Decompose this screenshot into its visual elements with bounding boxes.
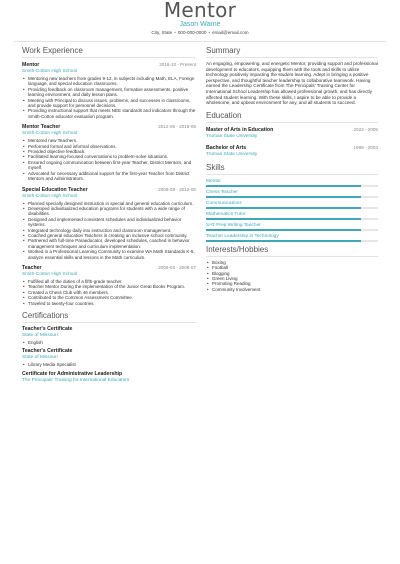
job-header bbox=[22, 186, 196, 194]
interest-item: • Community Involvement bbox=[206, 287, 378, 292]
education-school: Truman State University bbox=[206, 151, 258, 157]
cert-title: Certificate for Administrative Leadership bbox=[22, 370, 123, 377]
job-bullet: • Providing instructional support that meets NEE standards and indicators through the Smith-Cotton educator evaluation program. bbox=[22, 108, 196, 119]
job-entry bbox=[22, 264, 196, 306]
contact-line bbox=[0, 29, 400, 36]
skill-name: SAT Prep Writing Teacher bbox=[206, 222, 261, 228]
job-organization: Smith-Cotton High School bbox=[22, 271, 78, 277]
summary-text: An engaging, empowering, and energetic Mentor, providing support and professional development to educators, equipping them with the tools and skills to utilize technology positively impacting the student learning. Adept in bringing a positive perspective, and thoughtful teacher leadership to collaborative teamwork. Having earned the Leadership Certificate from The Principals' Training Center for International School Leadership has allowed professional growth, and has directly affected student learning. With these skills, I aspire to be able to provide a wholesome, and upbeat environment for any, and all students to succeed. bbox=[206, 61, 378, 106]
skills-list bbox=[206, 178, 378, 242]
section-title-interests: Interests/Hobbies bbox=[206, 244, 269, 254]
job-bullet: • Mentoring new teachers from grades 9-12, in subjects including Math, ELA, Foreign language, and special education classrooms. bbox=[22, 76, 196, 87]
job-bullet: • Provided objective feedback. bbox=[22, 149, 196, 154]
education-school: Truman State University bbox=[206, 133, 258, 139]
job-bullets bbox=[22, 279, 196, 306]
work-list bbox=[22, 61, 196, 306]
job-entry bbox=[22, 61, 196, 119]
skill-entry bbox=[206, 222, 378, 231]
separator-dot-icon: • bbox=[208, 30, 211, 35]
section-divider bbox=[206, 174, 378, 175]
section-divider bbox=[206, 57, 378, 58]
skill-bar-fill bbox=[206, 240, 361, 242]
job-bullet: • Fulfilled all of the duties of a fifth-grade teacher. bbox=[22, 279, 196, 284]
job-title: Special Education Teacher bbox=[22, 186, 88, 193]
education-header bbox=[206, 144, 378, 152]
job-organization: Smith-Cotton High School bbox=[22, 69, 78, 74]
interest-item: • Green Living bbox=[206, 276, 378, 281]
job-bullet: • Contributed to the Common Assessment Committee. bbox=[22, 295, 196, 300]
job-bullet: • Worked in a Professional Learning Community to examine WA Math Standards K-5, analyze essential skills and lessons in the Math curriculum. bbox=[22, 249, 196, 260]
cert-organization: The Principals' Training for International Educators bbox=[22, 377, 130, 383]
education-entry bbox=[206, 144, 378, 158]
skill-entry bbox=[206, 189, 378, 198]
cert-list bbox=[22, 326, 196, 384]
education-date: 1999 - 2003 bbox=[353, 144, 378, 150]
location-text: City, State bbox=[151, 30, 173, 35]
job-date: 2016-10 - Present bbox=[159, 62, 196, 67]
skill-name: Mentor bbox=[206, 178, 221, 184]
skill-bar-fill bbox=[206, 207, 361, 209]
job-title: Mentor Teacher bbox=[22, 124, 61, 131]
job-date: 2012-06 - 2016-09 bbox=[158, 124, 196, 130]
section-title-skills: Skills bbox=[206, 162, 225, 172]
resume-header bbox=[0, 0, 400, 40]
job-title: Mentor bbox=[22, 62, 40, 68]
job-bullets bbox=[22, 76, 196, 119]
right-column bbox=[206, 45, 378, 292]
job-bullet: • Partnered with full-time Paraeducator, developed schedules, coached in behavior management techniques and curriculum implementation. bbox=[22, 238, 196, 249]
job-date: 2006-03 - 2008-07 bbox=[158, 264, 196, 270]
section-divider bbox=[206, 256, 378, 257]
job-bullet: • Integrated technology daily into instruction and classroom management. bbox=[22, 228, 196, 233]
education-header bbox=[206, 126, 378, 134]
email-link[interactable]: email@email.com bbox=[212, 30, 249, 35]
job-bullets bbox=[22, 138, 196, 181]
education-list bbox=[206, 126, 378, 158]
job-bullet: • Facilitated learning-focused conversations to problem-solve situations. bbox=[22, 154, 196, 159]
job-header bbox=[22, 264, 196, 272]
section-title-education: Education bbox=[206, 110, 242, 120]
cert-title: Teacher's Certificate bbox=[22, 326, 73, 332]
skill-entry bbox=[206, 211, 378, 220]
cert-entry bbox=[22, 326, 196, 345]
job-organization: Smith-Cotton High School bbox=[22, 193, 78, 199]
job-entry bbox=[22, 123, 196, 181]
skill-name: Teacher Leadership in Technology bbox=[206, 233, 279, 239]
interest-item: • Blogging bbox=[206, 271, 378, 276]
interests-list bbox=[206, 260, 378, 292]
education-date: 2023 - 2005 bbox=[353, 126, 378, 132]
education-degree: Bachelor of Arts bbox=[206, 144, 247, 151]
job-date: 2008-08 - 2012-05 bbox=[158, 186, 196, 192]
header-divider bbox=[14, 41, 386, 42]
skill-bar bbox=[206, 185, 378, 187]
job-header bbox=[22, 61, 196, 69]
job-bullet: • Providing feedback on classroom management, formative assessments, positive learning environment, and daily lesson plans. bbox=[22, 87, 196, 98]
job-bullet: • Traveled to twenty-four countries. bbox=[22, 301, 196, 306]
section-divider bbox=[22, 57, 196, 58]
skill-entry bbox=[206, 178, 378, 187]
skill-entry bbox=[206, 200, 378, 209]
interest-item: • Football bbox=[206, 265, 378, 270]
education-entry bbox=[206, 126, 378, 140]
cert-bullets bbox=[22, 340, 196, 345]
skill-bar-fill bbox=[206, 185, 361, 187]
job-bullet: • Planned specially designed instruction in special and general education curriculum. bbox=[22, 201, 196, 206]
section-title-work: Work Experience bbox=[22, 46, 83, 55]
job-entry bbox=[22, 186, 196, 260]
job-organization: Smith-Cotton High School bbox=[22, 131, 78, 137]
job-title: Teacher bbox=[22, 264, 42, 271]
section-divider bbox=[206, 122, 378, 123]
separator-dot-icon: • bbox=[174, 30, 176, 35]
job-bullet: • Ensured ongoing communication between first-year Teacher, District Mentors, and myself. bbox=[22, 160, 196, 171]
skill-bar bbox=[206, 207, 378, 209]
cert-bullet: • Library Media Specialist bbox=[22, 362, 196, 367]
resume-name: Mentor bbox=[163, 0, 237, 22]
job-bullet: • Meeting with Principal to discuss issues, problems, and successes in classrooms, and provide support for personnel decisions. bbox=[22, 98, 196, 109]
cert-bullets bbox=[22, 362, 196, 367]
interest-item: • Boxing bbox=[206, 260, 378, 265]
skill-bar bbox=[206, 196, 378, 198]
cert-entry bbox=[22, 348, 196, 367]
job-bullets bbox=[22, 201, 196, 260]
job-bullet: • Designed and implemented consistent schedules and individualized behavior systems. bbox=[22, 217, 196, 228]
section-divider bbox=[22, 322, 196, 323]
skill-bar bbox=[206, 229, 378, 231]
cert-entry bbox=[22, 371, 196, 384]
job-bullet: • Developed individualized education programs for students with a wide range of disabilities. bbox=[22, 206, 196, 217]
job-bullet: • Advocated for necessary additional support for the first-year Teacher from District Mentors and Administrators. bbox=[22, 171, 196, 182]
cert-title: Teacher's Certificate bbox=[22, 348, 73, 355]
cert-bullet: • English bbox=[22, 340, 196, 345]
job-bullet: • Performed formal and informal observations. bbox=[22, 144, 196, 149]
resume-job-title: Jason Warne bbox=[179, 21, 221, 28]
skill-entry bbox=[206, 233, 378, 242]
section-title-summary: Summary bbox=[206, 46, 241, 55]
left-column bbox=[22, 45, 196, 387]
job-bullet: • Teacher Mentor During the implementation of the Junior Great Books Program. bbox=[22, 284, 196, 289]
skill-bar-fill bbox=[206, 218, 361, 220]
cert-organization: State of Missouri bbox=[22, 333, 58, 338]
skill-name: Chess Teacher bbox=[206, 189, 238, 195]
skill-bar bbox=[206, 240, 378, 242]
skill-name: Mathematics Tutor bbox=[206, 211, 246, 217]
skill-bar-fill bbox=[206, 229, 361, 231]
job-bullet: • Created a Chess Club with 46 members. bbox=[22, 290, 196, 295]
phone-text: 000-000-0000 bbox=[177, 30, 207, 35]
education-degree: Master of Arts in Education bbox=[206, 126, 274, 133]
interest-item: • Promoting Reading bbox=[206, 281, 378, 286]
job-bullet: • Mentored new Teachers. bbox=[22, 138, 196, 143]
skill-name: Communications bbox=[206, 200, 242, 206]
skill-bar bbox=[206, 218, 378, 220]
cert-organization: State of Missouri bbox=[22, 355, 58, 361]
section-title-certifications: Certifications bbox=[22, 311, 69, 320]
skill-bar-fill bbox=[206, 196, 361, 198]
job-bullet: • Coached general education Teachers in creating an inclusive school community. bbox=[22, 233, 196, 238]
